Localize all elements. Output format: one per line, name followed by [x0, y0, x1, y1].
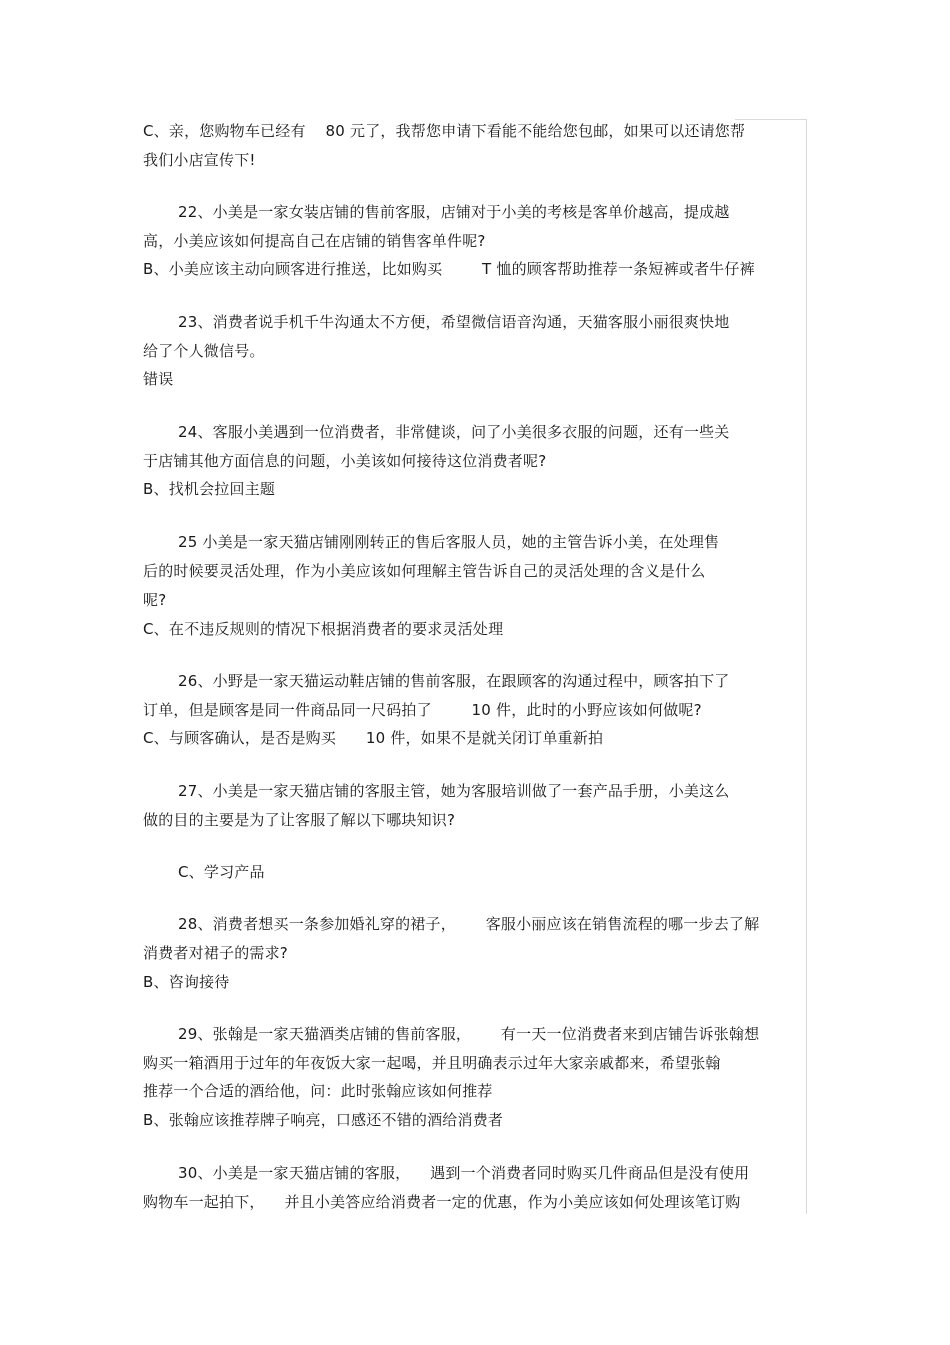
question-line: 25 小美是一家天猫店铺刚刚转正的售后客服人员，她的主管告诉小美，在处理售	[178, 533, 720, 551]
question-line: 购买一箱酒用于过年的年夜饭大家一起喝，并且明确表示过年大家亲戚都来，希望张翰	[143, 1054, 721, 1072]
answer-line: C、亲，您购物车已经有 80 元了，我帮您申请下看能不能给您包邮，如果可以还请您帮	[143, 122, 746, 140]
answer-line: C、学习产品	[178, 863, 265, 881]
question-line: 27、小美是一家天猫店铺的客服主管，她为客服培训做了一套产品手册，小美这么	[178, 782, 730, 800]
page-frame-right-border	[806, 119, 807, 1214]
answer-line: C、在不违反规则的情况下根据消费者的要求灵活处理	[143, 620, 504, 638]
question-line: 订单，但是顾客是同一件商品同一尺码拍了 10 件，此时的小野应该如何做呢?	[143, 701, 702, 719]
page-frame-top-border	[735, 119, 806, 120]
question-line: 购物车一起拍下， 并且小美答应给消费者一定的优惠，作为小美应该如何处理该笔订购	[143, 1193, 741, 1211]
question-line: 于店铺其他方面信息的问题，小美该如何接待这位消费者呢?	[143, 452, 547, 470]
answer-line: B、找机会拉回主题	[143, 480, 276, 498]
answer-line: 错误	[143, 370, 174, 388]
question-line: 做的目的主要是为了让客服了解以下哪块知识?	[143, 811, 456, 829]
answer-line: B、张翰应该推荐牌子响亮，口感还不错的酒给消费者	[143, 1111, 504, 1129]
question-line: 30、小美是一家天猫店铺的客服， 遇到一个消费者同时购买几件商品但是没有使用	[178, 1164, 750, 1182]
question-line: 29、张翰是一家天猫酒类店铺的售前客服， 有一天一位消费者来到店铺告诉张翰想	[178, 1025, 760, 1043]
question-line: 推荐一个合适的酒给他，问：此时张翰应该如何推荐	[143, 1082, 493, 1100]
question-line: 24、客服小美遇到一位消费者，非常健谈，问了小美很多衣服的问题，还有一些关	[178, 423, 730, 441]
answer-line: B、小美应该主动向顾客进行推送，比如购买 T 恤的顾客帮助推荐一条短裤或者牛仔裤	[143, 260, 755, 278]
answer-line: C、与顾客确认，是否是购买 10 件，如果不是就关闭订单重新拍	[143, 729, 604, 747]
question-line: 高，小美应该如何提高自己在店铺的销售客单件呢?	[143, 232, 486, 250]
question-line: 28、消费者想买一条参加婚礼穿的裙子， 客服小丽应该在销售流程的哪一步去了解	[178, 915, 760, 933]
question-line: 26、小野是一家天猫运动鞋店铺的售前客服，在跟顾客的沟通过程中，顾客拍下了	[178, 672, 730, 690]
question-line: 呢?	[143, 591, 167, 609]
question-line: 消费者对裙子的需求?	[143, 944, 288, 962]
question-line: 后的时候要灵活处理，作为小美应该如何理解主管告诉自己的灵活处理的含义是什么	[143, 562, 706, 580]
question-line: 22、小美是一家女装店铺的售前客服，店铺对于小美的考核是客单价越高，提成越	[178, 203, 730, 221]
answer-line: B、咨询接待	[143, 973, 230, 991]
answer-line: 我们小店宣传下!	[143, 151, 256, 169]
question-line: 给了个人微信号。	[143, 342, 265, 360]
question-line: 23、消费者说手机千牛沟通太不方便，希望微信语音沟通，天猫客服小丽很爽快地	[178, 313, 730, 331]
